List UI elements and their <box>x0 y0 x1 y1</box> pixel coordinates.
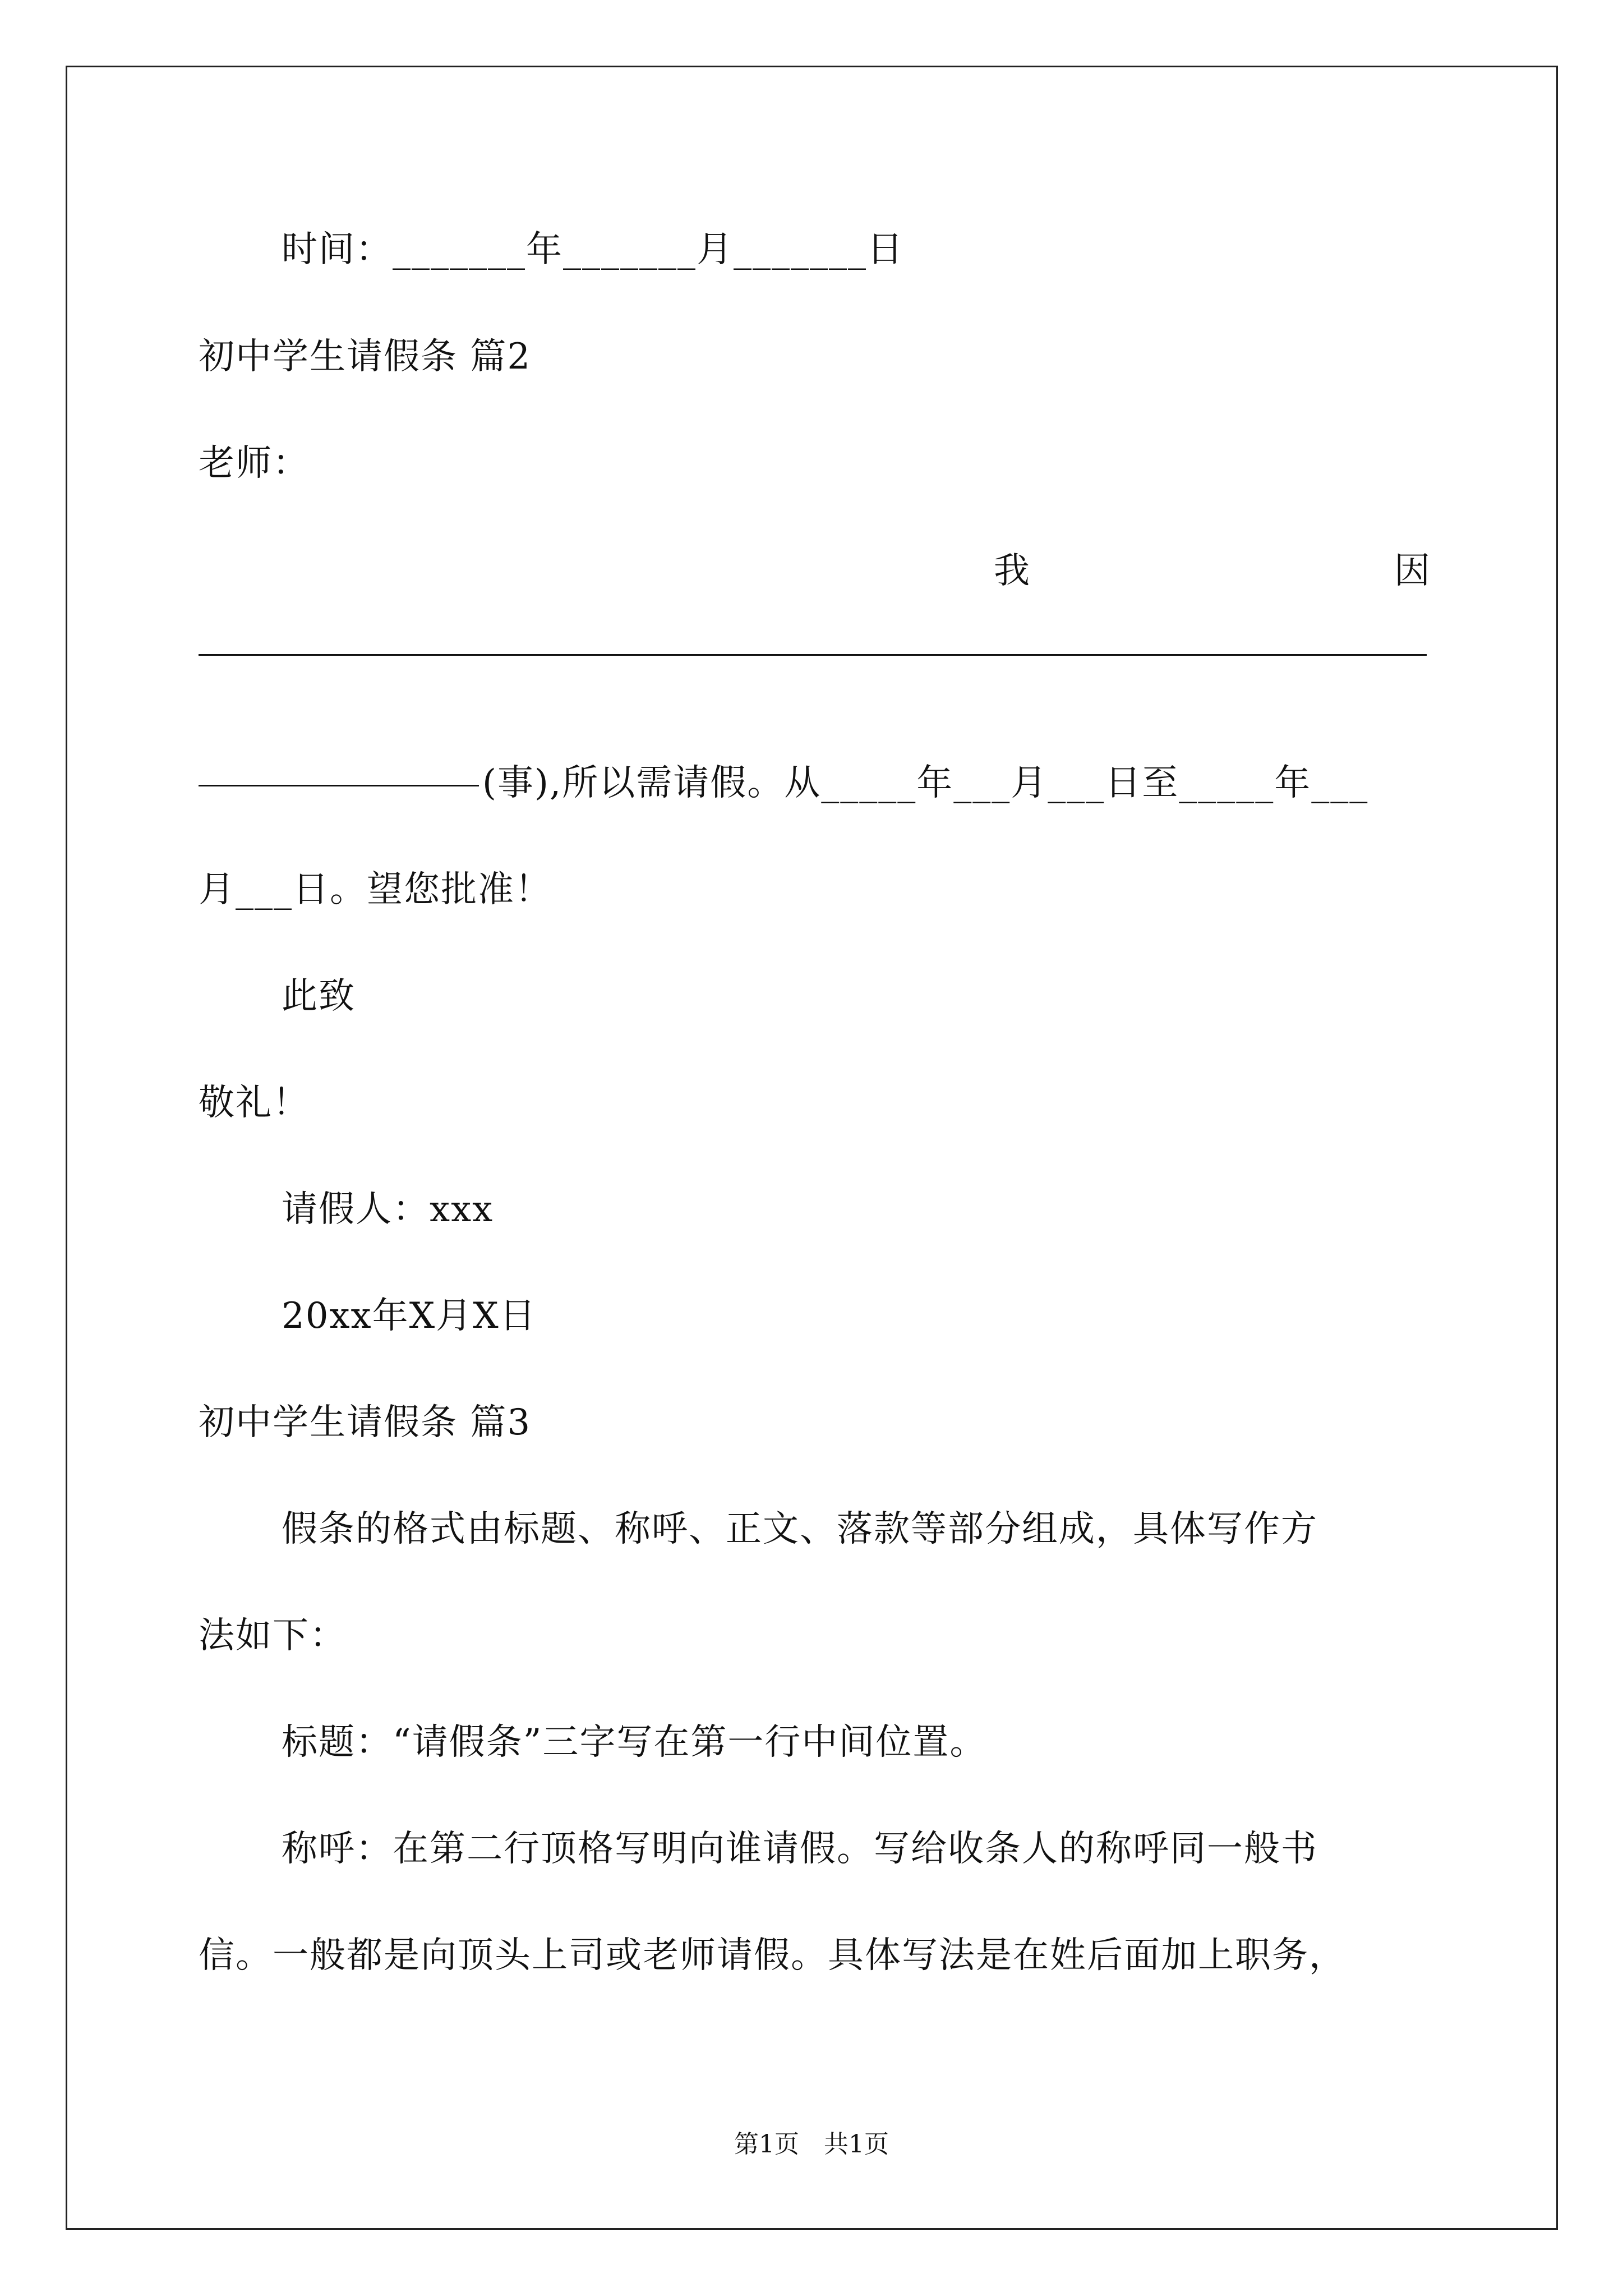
closing-cizhi: 此致 <box>282 976 356 1017</box>
reason-text: (事),所以需请假。从_____年___月___日至_____年___ <box>482 762 1369 804</box>
text-wo: 我 <box>994 550 1030 592</box>
text-yin: 因 <box>1394 550 1430 592</box>
signature-date: 20xx年X月X日 <box>282 1295 537 1337</box>
reason-line <box>199 761 1368 806</box>
time-line: 时间：_______年_______月_______日 <box>282 229 904 270</box>
date-request-line: 月___日。望您批准！ <box>199 869 552 910</box>
paragraph-3-line-2: 信。一般都是向顶头上司或老师请假。具体写法是在姓后面加上职务， <box>199 1935 1346 1976</box>
paragraph-1-line-2: 法如下： <box>199 1615 347 1657</box>
requester-line: 请假人：xxx <box>282 1189 494 1230</box>
closing-jingli: 敬礼！ <box>199 1082 310 1124</box>
heading-2: 初中学生请假条 篇2 <box>199 336 532 378</box>
page-footer: 第1页 共1页 <box>734 2130 889 2159</box>
salutation-teacher: 老师： <box>199 443 310 484</box>
blank-line-short <box>199 785 479 786</box>
heading-3: 初中学生请假条 篇3 <box>199 1402 532 1443</box>
blank-line-long <box>199 654 1427 656</box>
paragraph-3-line-1: 称呼：在第二行顶格写明向谁请假。写给收条人的称呼同一般书 <box>282 1828 1318 1870</box>
page-border <box>66 66 1558 2230</box>
paragraph-1-line-1: 假条的格式由标题、称呼、正文、落款等部分组成，具体写作方 <box>282 1508 1318 1550</box>
paragraph-2: 标题：“请假条”三字写在第一行中间位置。 <box>282 1722 987 1763</box>
